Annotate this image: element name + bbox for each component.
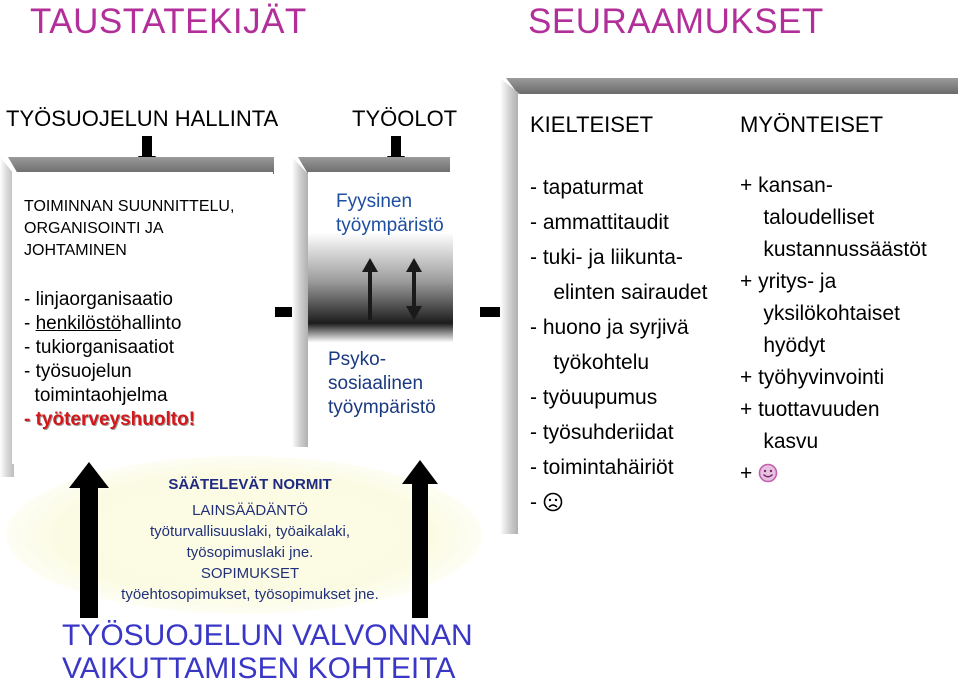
psychosocial-environment-line: sosiaalinen (328, 373, 424, 394)
list-item: - työsuojelun (24, 361, 132, 382)
smiley-face-icon (758, 463, 778, 483)
middle-box-side (292, 157, 308, 447)
norms-line: työturvallisuuslaki, työaikalaki, (149, 523, 351, 540)
negative-item: - työuupumus (530, 386, 658, 409)
sad-face-icon (543, 492, 563, 512)
norms-line: työehtosopimukset, työsopimukset jne. (121, 586, 379, 603)
left-box (12, 172, 273, 464)
management-list (24, 288, 195, 432)
heading-consequences: SEURAAMUKSET (528, 2, 824, 41)
negative-item: - työsuhderiidat (530, 421, 674, 444)
psychosocial-environment-line: työympäristö (328, 397, 436, 418)
positive-item: taloudelliset (740, 206, 875, 229)
consequences-side (500, 78, 520, 534)
negative-list (530, 170, 707, 520)
norms-line: SOPIMUKSET (200, 565, 300, 582)
consequences-bevel (506, 78, 958, 94)
heading-background-factors: TAUSTATEKIJÄT (30, 2, 307, 41)
list-item-underlined: henkilöstö (35, 313, 122, 334)
negative-item: elinten sairaudet (530, 281, 708, 304)
physical-environment-line: työympäristö (336, 215, 444, 236)
positive-item-plus: + (740, 462, 759, 485)
negative-item: työkohtelu (530, 351, 650, 374)
bottom-caption (62, 619, 473, 685)
positive-item: kasvu (740, 430, 819, 453)
planning-title-line: TOIMINNAN SUUNNITTELU, (24, 198, 235, 215)
list-item (24, 312, 195, 336)
positive-item: + kansan- (740, 174, 833, 197)
negative-item: - huono ja syrjivä (530, 316, 689, 339)
positive-header: MYÖNTEISET (740, 112, 884, 137)
negative-item: - ammattitaudit (530, 211, 669, 234)
positive-list (740, 170, 927, 490)
arrow-up-icon (362, 258, 378, 320)
negative-item: - tuki- ja liikunta- (530, 246, 683, 269)
list-item: toimintaohjelma (24, 385, 168, 406)
positive-item: + yritys- ja (740, 270, 837, 293)
norms-line: työsopimuslaki jne. (186, 544, 314, 561)
list-item-rest: hallinto (121, 313, 182, 334)
consequences-box (518, 94, 958, 534)
negative-item (530, 485, 707, 520)
positive-item (740, 458, 927, 490)
negative-item: - toimintahäiriöt (530, 456, 674, 479)
arrow-up-down-icon (406, 258, 422, 320)
list-item: - linjaorganisaatio (24, 289, 173, 310)
planning-title-line: ORGANISOINTI JA (24, 220, 164, 237)
arrow-up-icon (402, 460, 438, 618)
norms-line: LAINSÄÄDÄNTÖ (192, 502, 308, 519)
negative-item: - tapaturmat (530, 176, 644, 199)
label-safety-management: TYÖSUOJELUN HALLINTA (6, 106, 279, 131)
physical-environment-line: Fyysinen (336, 191, 413, 212)
positive-item: kustannussäästöt (740, 238, 927, 261)
psychosocial-environment (328, 348, 436, 420)
bottom-caption-line: TYÖSUOJELUN VALVONNAN (62, 619, 473, 652)
norms-block (70, 474, 430, 605)
positive-item: + työhyvinvointi (740, 366, 885, 389)
physical-environment (336, 190, 444, 238)
negative-header: KIELTEISET (530, 112, 654, 137)
planning-title (24, 196, 234, 262)
arrow-up-icon (69, 462, 109, 618)
negative-item-dash: - (530, 491, 543, 514)
list-item: - tukiorganisaatiot (24, 337, 174, 358)
list-item-highlight: - työterveyshuolto! (24, 409, 196, 430)
psychosocial-environment-line: Psyko- (328, 349, 387, 370)
bottom-caption-line: VAIKUTTAMISEN KOHTEITA (62, 652, 456, 685)
list-item-dash: - (24, 313, 36, 334)
norms-title: SÄÄTELEVÄT NORMIT (168, 476, 332, 493)
positive-item: hyödyt (740, 334, 826, 357)
middle-box (308, 172, 453, 447)
planning-title-line: JOHTAMINEN (24, 242, 127, 259)
positive-item: yksilökohtaiset (740, 302, 900, 325)
label-working-conditions: TYÖOLOT (352, 106, 458, 131)
positive-item: + tuottavuuden (740, 398, 880, 421)
